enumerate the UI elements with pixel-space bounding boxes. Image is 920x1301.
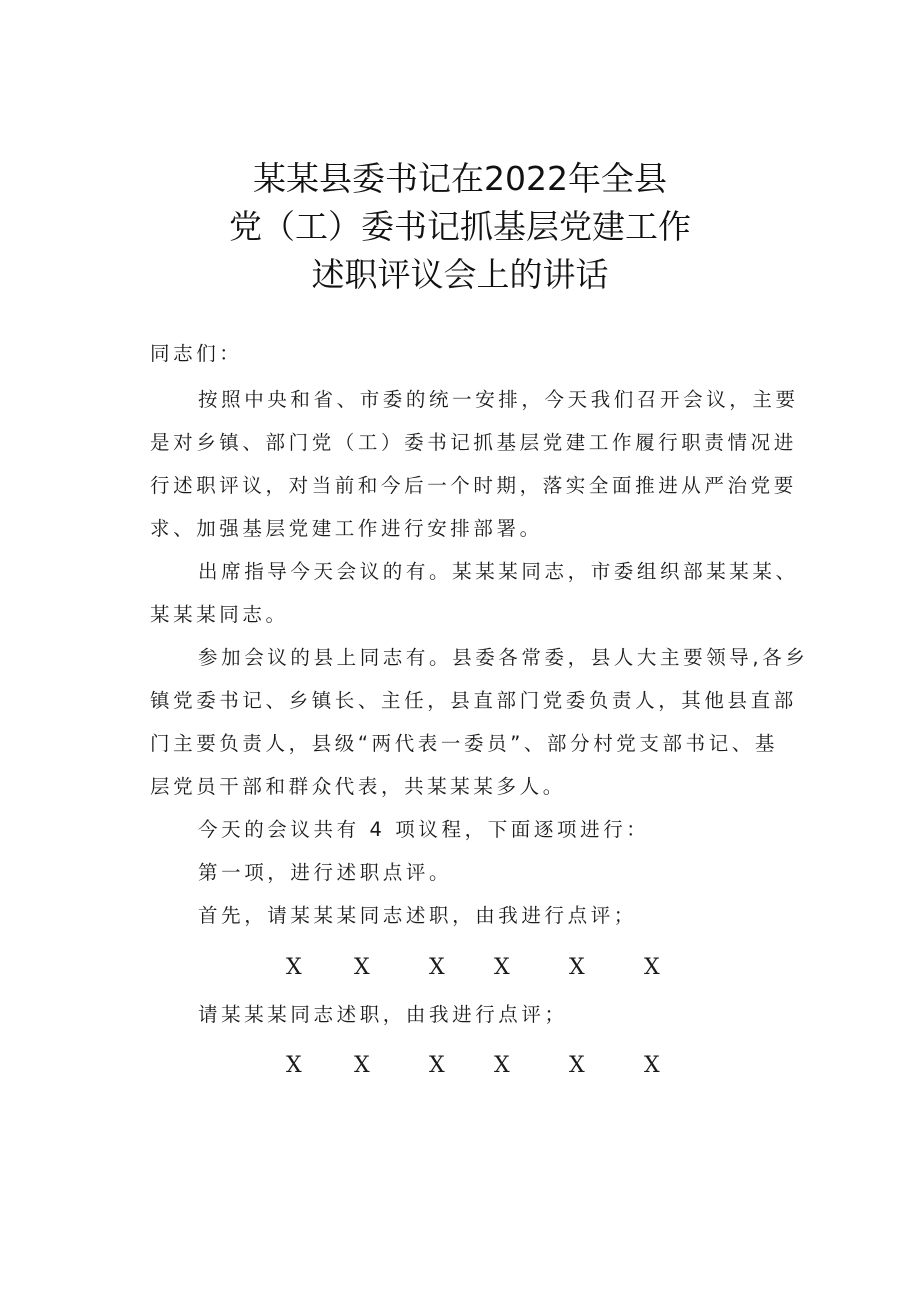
placeholder-x: X	[354, 1053, 370, 1078]
paragraph-line: 镇党委书记、乡镇长、主任，县直部门党委负责人，其他县直部	[150, 689, 797, 712]
agenda-item-1: 第一项，进行述职点评。	[198, 861, 453, 884]
paragraph-line: 参加会议的县上同志有。县委各常委，县人大主要领导,各乡	[198, 646, 809, 669]
title-line-2: 党（工）委书记抓基层党建工作	[229, 207, 691, 246]
paragraph-line: 行述职评议，对当前和今后一个时期，落实全面推进从严治党要	[150, 474, 797, 497]
placeholder-x: X	[644, 1053, 660, 1078]
paragraph-line: 求、加强基层党建工作进行安排部署。	[150, 517, 543, 540]
placeholder-x: X	[286, 1053, 302, 1078]
placeholder-x: X	[644, 955, 660, 980]
placeholder-x: X	[429, 1053, 445, 1078]
paragraph-line: 出席指导今天会议的有。某某某同志，市委组织部某某某、	[198, 560, 799, 583]
paragraph-line: 门主要负责人，县级“两代表一委员”、部分村党支部书记、基	[150, 732, 779, 755]
paragraph-line: 层党员干部和群众代表，共某某某多人。	[150, 775, 566, 798]
placeholder-x: X	[494, 955, 510, 980]
placeholder-x: X	[429, 955, 445, 980]
paragraph-line: 某某某同志。	[150, 603, 289, 626]
salutation: 同志们：	[150, 342, 243, 365]
placeholder-row-2	[0, 1051, 920, 1081]
paragraph-line: 是对乡镇、部门党（工）委书记抓基层党建工作履行职责情况进	[150, 431, 797, 454]
document-title	[0, 155, 920, 299]
title-line-3: 述职评议会上的讲话	[311, 255, 609, 294]
paragraph-line: 按照中央和省、市委的统一安排，今天我们召开会议，主要	[198, 388, 799, 411]
placeholder-x: X	[354, 955, 370, 980]
placeholder-x: X	[494, 1053, 510, 1078]
agenda-intro: 今天的会议共有 4 项议程，下面逐项进行：	[198, 818, 650, 841]
title-line-1: 某某县委书记在2022年全县	[253, 159, 667, 198]
placeholder-x: X	[286, 955, 302, 980]
first-report-line: 首先，请某某某同志述职，由我进行点评；	[198, 904, 637, 927]
placeholder-x: X	[569, 1053, 585, 1078]
placeholder-x: X	[569, 955, 585, 980]
placeholder-row-1	[0, 953, 920, 983]
second-report-line: 请某某某同志述职，由我进行点评；	[198, 1003, 568, 1026]
